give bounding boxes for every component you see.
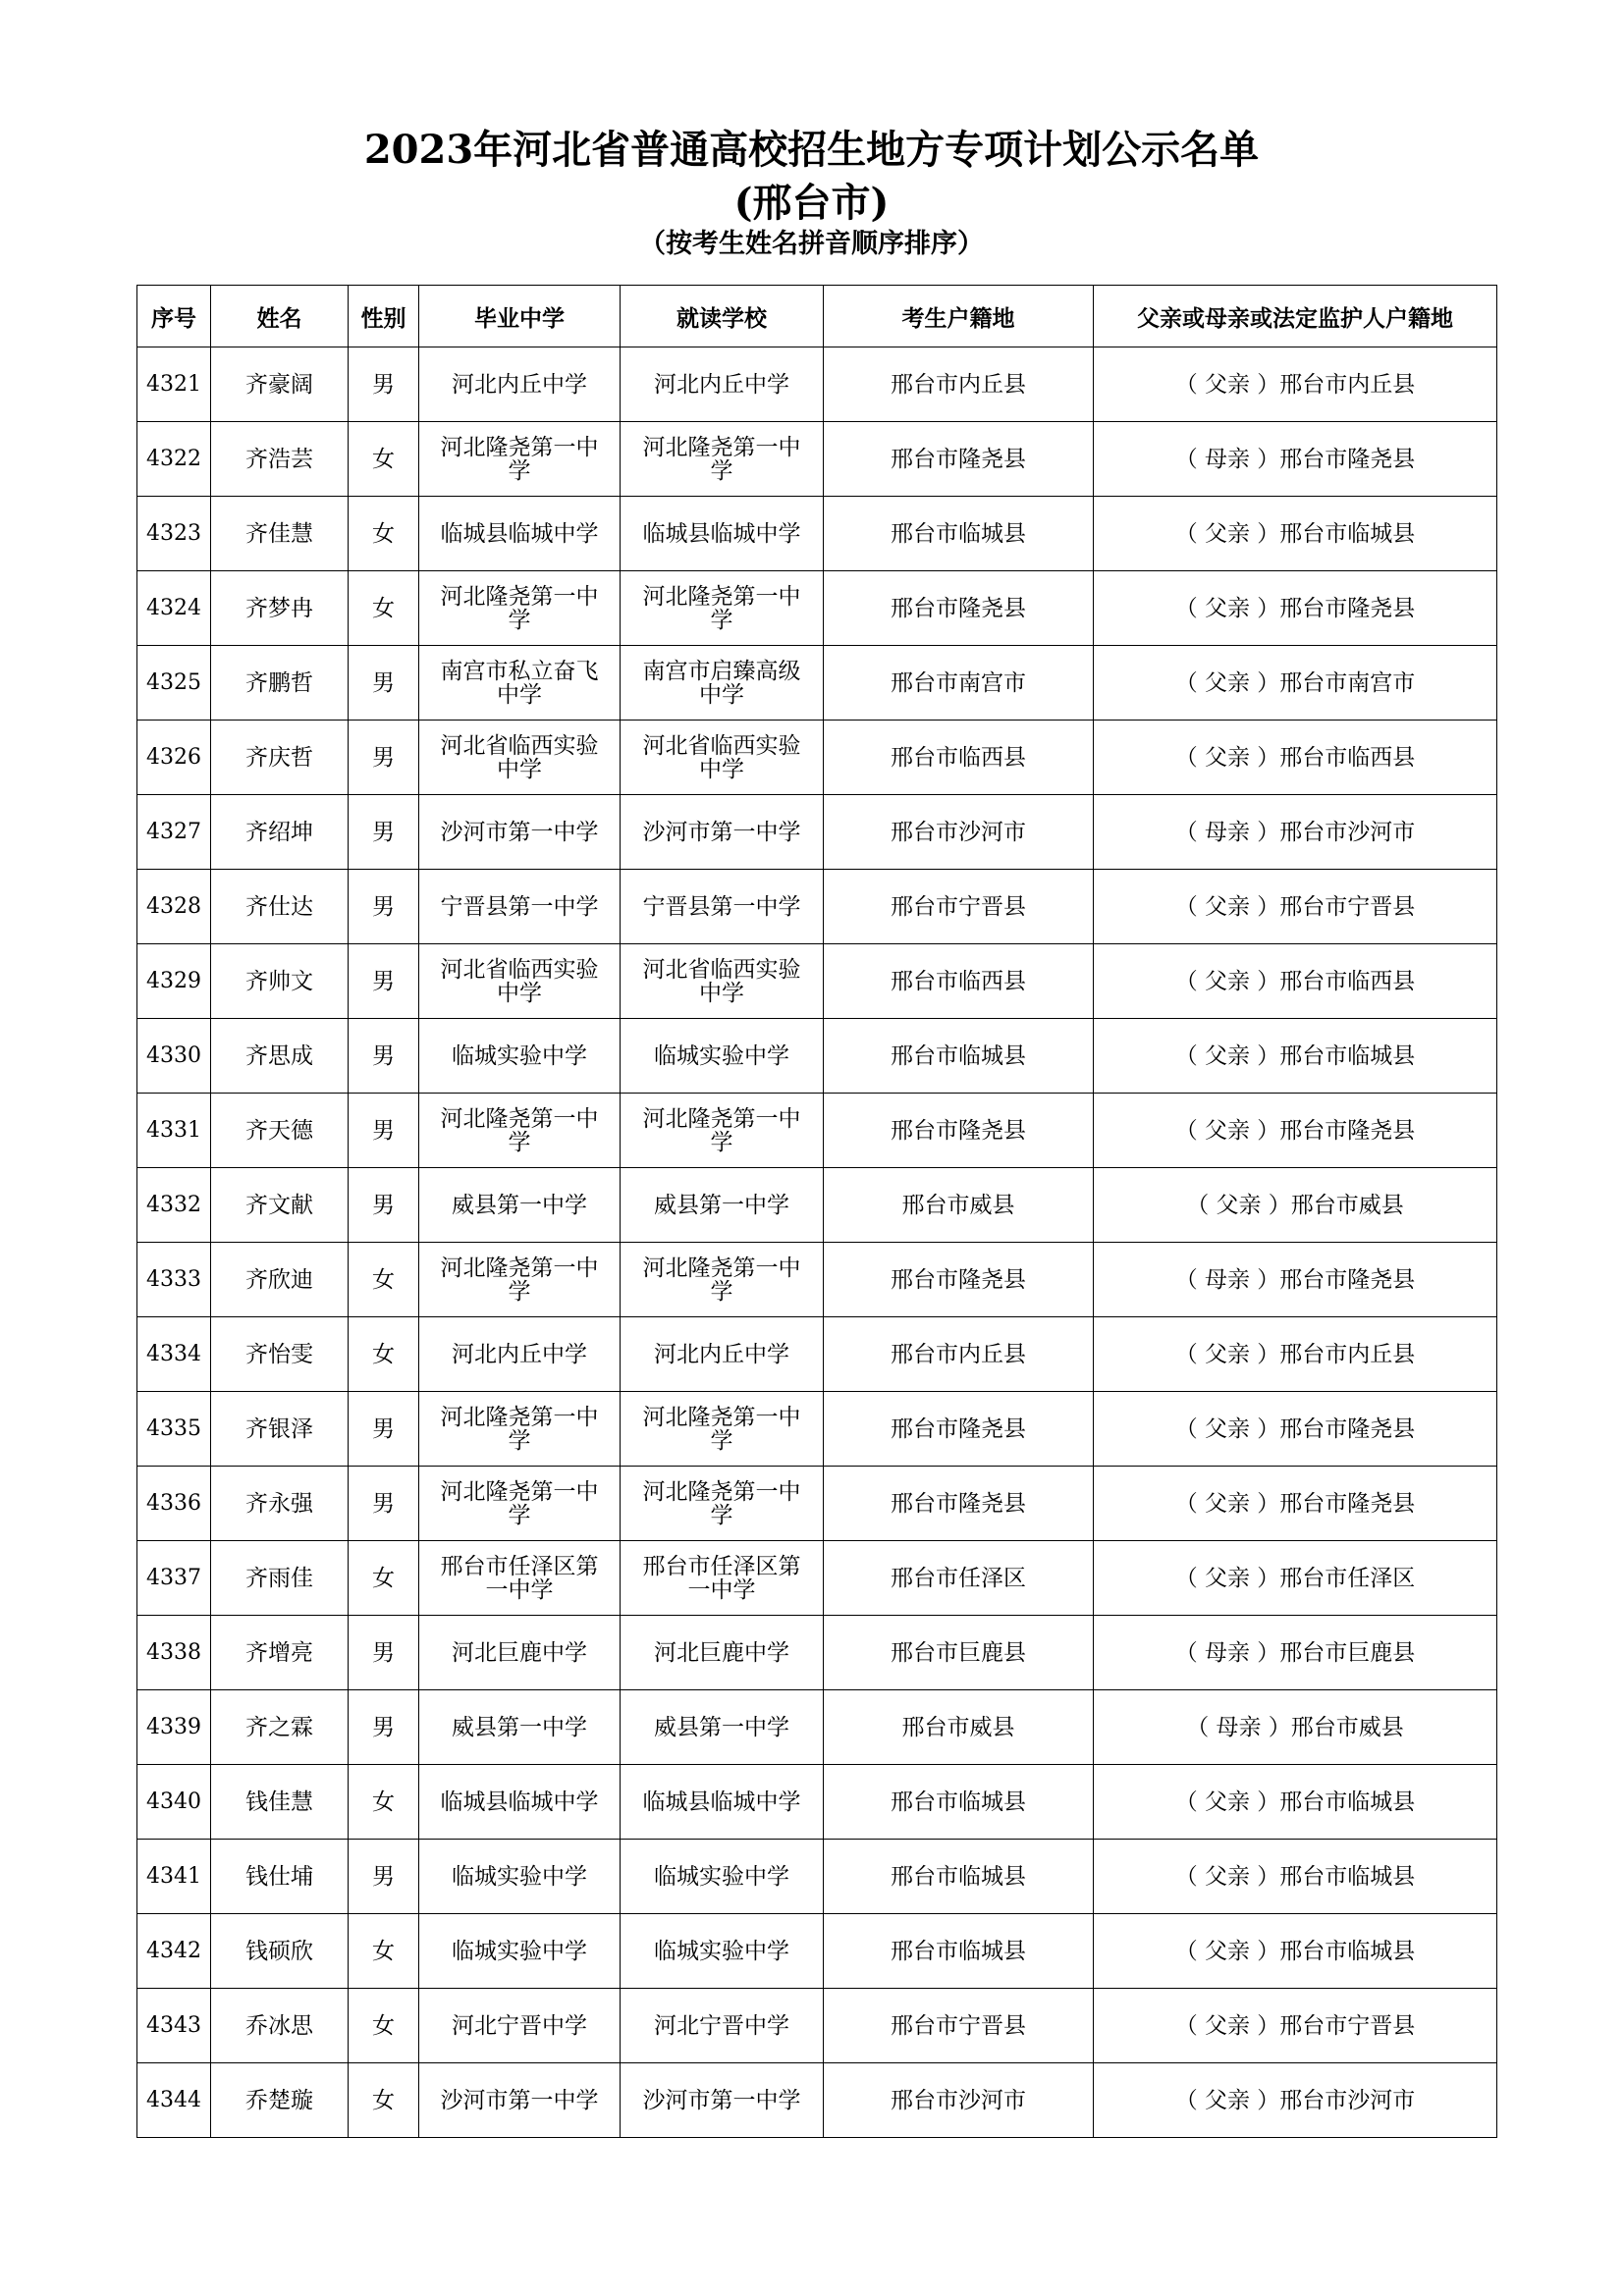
serial-cell: 4329 [137,944,211,1019]
student-residence-cell: 邢台市临城县 [824,1019,1094,1094]
name-cell: 齐梦冉 [211,571,349,646]
admission-list-table [136,285,1497,2138]
current-school-cell: 宁晋县第一中学 [621,870,824,944]
serial-cell: 4328 [137,870,211,944]
guardian-residence-cell: （ 父亲 ）邢台市宁晋县 [1094,1989,1497,2063]
name-cell: 齐帅文 [211,944,349,1019]
serial-cell: 4323 [137,497,211,571]
student-residence-cell: 邢台市南宫市 [824,646,1094,721]
guardian-residence-cell: （ 母亲 ）邢台市隆尧县 [1094,422,1497,497]
current-school-cell: 临城实验中学 [621,1019,824,1094]
current-school-cell: 河北巨鹿中学 [621,1616,824,1690]
gender-cell: 女 [349,1317,419,1392]
current-school-cell: 南宫市启臻高级中学 [621,646,824,721]
gender-cell: 女 [349,422,419,497]
current-school-cell: 沙河市第一中学 [621,2063,824,2138]
guardian-residence-cell: （ 父亲 ）邢台市南宫市 [1094,646,1497,721]
gender-cell: 男 [349,1840,419,1914]
current-school-cell: 临城实验中学 [621,1840,824,1914]
graduation-school-cell: 威县第一中学 [419,1168,621,1243]
table-row [137,1317,1497,1392]
guardian-residence-cell: （ 父亲 ）邢台市临城县 [1094,1914,1497,1989]
name-cell: 齐庆哲 [211,721,349,795]
student-residence-cell: 邢台市隆尧县 [824,1392,1094,1467]
gender-cell: 女 [349,571,419,646]
page-subtitle-city: (邢台市) [733,180,890,226]
table-row [137,1019,1497,1094]
student-residence-cell: 邢台市临城县 [824,1914,1094,1989]
guardian-residence-cell: （ 父亲 ）邢台市临西县 [1094,721,1497,795]
header-current-school: 就读学校 [621,286,824,347]
serial-cell: 4321 [137,347,211,422]
name-cell: 乔冰思 [211,1989,349,2063]
gender-cell: 男 [349,870,419,944]
name-cell: 齐浩芸 [211,422,349,497]
name-cell: 齐仕达 [211,870,349,944]
name-cell: 齐天德 [211,1094,349,1168]
graduation-school-cell: 河北隆尧第一中学 [419,1094,621,1168]
serial-cell: 4325 [137,646,211,721]
header-serial: 序号 [137,286,211,347]
gender-cell: 女 [349,1243,419,1317]
student-residence-cell: 邢台市威县 [824,1168,1094,1243]
header-student-residence: 考生户籍地 [824,286,1094,347]
graduation-school-cell: 南宫市私立奋飞中学 [419,646,621,721]
table-row [137,422,1497,497]
current-school-cell: 河北隆尧第一中学 [621,1467,824,1541]
serial-cell: 4322 [137,422,211,497]
serial-cell: 4332 [137,1168,211,1243]
graduation-school-cell: 临城实验中学 [419,1840,621,1914]
table-row [137,1690,1497,1765]
current-school-cell: 邢台市任泽区第一中学 [621,1541,824,1616]
graduation-school-cell: 沙河市第一中学 [419,795,621,870]
guardian-residence-cell: （ 父亲 ）邢台市隆尧县 [1094,1094,1497,1168]
guardian-residence-cell: （ 父亲 ）邢台市临城县 [1094,1840,1497,1914]
current-school-cell: 临城县临城中学 [621,497,824,571]
graduation-school-cell: 临城实验中学 [419,1019,621,1094]
name-cell: 钱佳慧 [211,1765,349,1840]
name-cell: 钱仕埔 [211,1840,349,1914]
name-cell: 齐增亮 [211,1616,349,1690]
serial-cell: 4338 [137,1616,211,1690]
student-residence-cell: 邢台市宁晋县 [824,870,1094,944]
name-cell: 齐思成 [211,1019,349,1094]
student-residence-cell: 邢台市隆尧县 [824,1467,1094,1541]
current-school-cell: 河北宁晋中学 [621,1989,824,2063]
table-header [137,286,1497,347]
gender-cell: 男 [349,1467,419,1541]
serial-cell: 4327 [137,795,211,870]
table-row [137,2063,1497,2138]
table-row [137,571,1497,646]
guardian-residence-cell: （ 父亲 ）邢台市隆尧县 [1094,1467,1497,1541]
name-cell: 齐文献 [211,1168,349,1243]
graduation-school-cell: 河北隆尧第一中学 [419,571,621,646]
graduation-school-cell: 邢台市任泽区第一中学 [419,1541,621,1616]
gender-cell: 女 [349,2063,419,2138]
name-cell: 齐豪阔 [211,347,349,422]
current-school-cell: 河北隆尧第一中学 [621,571,824,646]
serial-cell: 4326 [137,721,211,795]
guardian-residence-cell: （ 父亲 ）邢台市沙河市 [1094,2063,1497,2138]
guardian-residence-cell: （ 母亲 ）邢台市威县 [1094,1690,1497,1765]
gender-cell: 男 [349,1690,419,1765]
graduation-school-cell: 临城县临城中学 [419,497,621,571]
current-school-cell: 河北隆尧第一中学 [621,422,824,497]
student-residence-cell: 邢台市隆尧县 [824,1094,1094,1168]
graduation-school-cell: 临城实验中学 [419,1914,621,1989]
table-row [137,870,1497,944]
table-row [137,1467,1497,1541]
current-school-cell: 河北内丘中学 [621,1317,824,1392]
serial-cell: 4343 [137,1989,211,2063]
serial-cell: 4344 [137,2063,211,2138]
student-residence-cell: 邢台市隆尧县 [824,1243,1094,1317]
sort-note: （按考生姓名拼音顺序排序） [639,229,984,259]
gender-cell: 女 [349,1541,419,1616]
guardian-residence-cell: （ 父亲 ）邢台市临城县 [1094,497,1497,571]
graduation-school-cell: 宁晋县第一中学 [419,870,621,944]
graduation-school-cell: 河北省临西实验中学 [419,944,621,1019]
table-row [137,795,1497,870]
student-residence-cell: 邢台市沙河市 [824,795,1094,870]
current-school-cell: 河北内丘中学 [621,347,824,422]
table-row [137,1541,1497,1616]
guardian-residence-cell: （ 父亲 ）邢台市内丘县 [1094,347,1497,422]
page-title: 2023年河北省普通高校招生地方专项计划公示名单 [363,127,1260,173]
name-cell: 齐绍坤 [211,795,349,870]
name-cell: 乔楚璇 [211,2063,349,2138]
table-row [137,944,1497,1019]
graduation-school-cell: 河北省临西实验中学 [419,721,621,795]
name-cell: 钱硕欣 [211,1914,349,1989]
student-residence-cell: 邢台市内丘县 [824,1317,1094,1392]
current-school-cell: 威县第一中学 [621,1690,824,1765]
gender-cell: 女 [349,1765,419,1840]
graduation-school-cell: 沙河市第一中学 [419,2063,621,2138]
current-school-cell: 沙河市第一中学 [621,795,824,870]
guardian-residence-cell: （ 父亲 ）邢台市临城县 [1094,1019,1497,1094]
gender-cell: 男 [349,347,419,422]
table-row [137,1765,1497,1840]
guardian-residence-cell: （ 母亲 ）邢台市巨鹿县 [1094,1616,1497,1690]
serial-cell: 4330 [137,1019,211,1094]
student-residence-cell: 邢台市沙河市 [824,2063,1094,2138]
student-residence-cell: 邢台市临城县 [824,497,1094,571]
current-school-cell: 河北隆尧第一中学 [621,1392,824,1467]
guardian-residence-cell: （ 母亲 ）邢台市沙河市 [1094,795,1497,870]
table-row [137,1989,1497,2063]
name-cell: 齐银泽 [211,1392,349,1467]
table-row [137,347,1497,422]
graduation-school-cell: 河北隆尧第一中学 [419,1243,621,1317]
gender-cell: 男 [349,795,419,870]
gender-cell: 女 [349,497,419,571]
current-school-cell: 河北隆尧第一中学 [621,1243,824,1317]
serial-cell: 4333 [137,1243,211,1317]
guardian-residence-cell: （ 父亲 ）邢台市威县 [1094,1168,1497,1243]
gender-cell: 男 [349,1019,419,1094]
table-row [137,1243,1497,1317]
table-row [137,721,1497,795]
graduation-school-cell: 河北隆尧第一中学 [419,422,621,497]
graduation-school-cell: 临城县临城中学 [419,1765,621,1840]
student-residence-cell: 邢台市宁晋县 [824,1989,1094,2063]
serial-cell: 4324 [137,571,211,646]
header-guardian-residence: 父亲或母亲或法定监护人户籍地 [1094,286,1497,347]
current-school-cell: 威县第一中学 [621,1168,824,1243]
serial-cell: 4340 [137,1765,211,1840]
name-cell: 齐之霖 [211,1690,349,1765]
header-graduation-school: 毕业中学 [419,286,621,347]
student-residence-cell: 邢台市临城县 [824,1840,1094,1914]
current-school-cell: 河北隆尧第一中学 [621,1094,824,1168]
gender-cell: 男 [349,944,419,1019]
table-row [137,497,1497,571]
serial-cell: 4339 [137,1690,211,1765]
student-residence-cell: 邢台市内丘县 [824,347,1094,422]
serial-cell: 4337 [137,1541,211,1616]
guardian-residence-cell: （ 父亲 ）邢台市临西县 [1094,944,1497,1019]
table-row [137,1914,1497,1989]
table-row [137,646,1497,721]
graduation-school-cell: 威县第一中学 [419,1690,621,1765]
gender-cell: 男 [349,1094,419,1168]
guardian-residence-cell: （ 父亲 ）邢台市隆尧县 [1094,1392,1497,1467]
guardian-residence-cell: （ 父亲 ）邢台市任泽区 [1094,1541,1497,1616]
graduation-school-cell: 河北宁晋中学 [419,1989,621,2063]
gender-cell: 男 [349,1168,419,1243]
current-school-cell: 临城县临城中学 [621,1765,824,1840]
gender-cell: 女 [349,1989,419,2063]
name-cell: 齐欣迪 [211,1243,349,1317]
serial-cell: 4341 [137,1840,211,1914]
student-residence-cell: 邢台市隆尧县 [824,571,1094,646]
name-cell: 齐鹏哲 [211,646,349,721]
student-residence-cell: 邢台市临城县 [824,1765,1094,1840]
header-row [137,286,1497,347]
guardian-residence-cell: （ 父亲 ）邢台市内丘县 [1094,1317,1497,1392]
serial-cell: 4331 [137,1094,211,1168]
table-row [137,1168,1497,1243]
gender-cell: 女 [349,1914,419,1989]
name-cell: 齐雨佳 [211,1541,349,1616]
student-residence-cell: 邢台市巨鹿县 [824,1616,1094,1690]
header-gender: 性别 [349,286,419,347]
guardian-residence-cell: （ 父亲 ）邢台市隆尧县 [1094,571,1497,646]
guardian-residence-cell: （ 父亲 ）邢台市临城县 [1094,1765,1497,1840]
graduation-school-cell: 河北巨鹿中学 [419,1616,621,1690]
table-body [137,347,1497,2138]
name-cell: 齐佳慧 [211,497,349,571]
gender-cell: 男 [349,646,419,721]
name-cell: 齐怡雯 [211,1317,349,1392]
gender-cell: 男 [349,721,419,795]
guardian-residence-cell: （ 母亲 ）邢台市隆尧县 [1094,1243,1497,1317]
guardian-residence-cell: （ 父亲 ）邢台市宁晋县 [1094,870,1497,944]
graduation-school-cell: 河北隆尧第一中学 [419,1392,621,1467]
table-row [137,1840,1497,1914]
student-residence-cell: 邢台市临西县 [824,944,1094,1019]
table-row [137,1616,1497,1690]
table-row [137,1094,1497,1168]
serial-cell: 4336 [137,1467,211,1541]
current-school-cell: 河北省临西实验中学 [621,721,824,795]
gender-cell: 男 [349,1616,419,1690]
serial-cell: 4335 [137,1392,211,1467]
graduation-school-cell: 河北隆尧第一中学 [419,1467,621,1541]
header-name: 姓名 [211,286,349,347]
serial-cell: 4334 [137,1317,211,1392]
graduation-school-cell: 河北内丘中学 [419,1317,621,1392]
student-residence-cell: 邢台市隆尧县 [824,422,1094,497]
table-row [137,1392,1497,1467]
student-residence-cell: 邢台市临西县 [824,721,1094,795]
current-school-cell: 河北省临西实验中学 [621,944,824,1019]
serial-cell: 4342 [137,1914,211,1989]
graduation-school-cell: 河北内丘中学 [419,347,621,422]
student-residence-cell: 邢台市任泽区 [824,1541,1094,1616]
student-residence-cell: 邢台市威县 [824,1690,1094,1765]
name-cell: 齐永强 [211,1467,349,1541]
current-school-cell: 临城实验中学 [621,1914,824,1989]
gender-cell: 男 [349,1392,419,1467]
